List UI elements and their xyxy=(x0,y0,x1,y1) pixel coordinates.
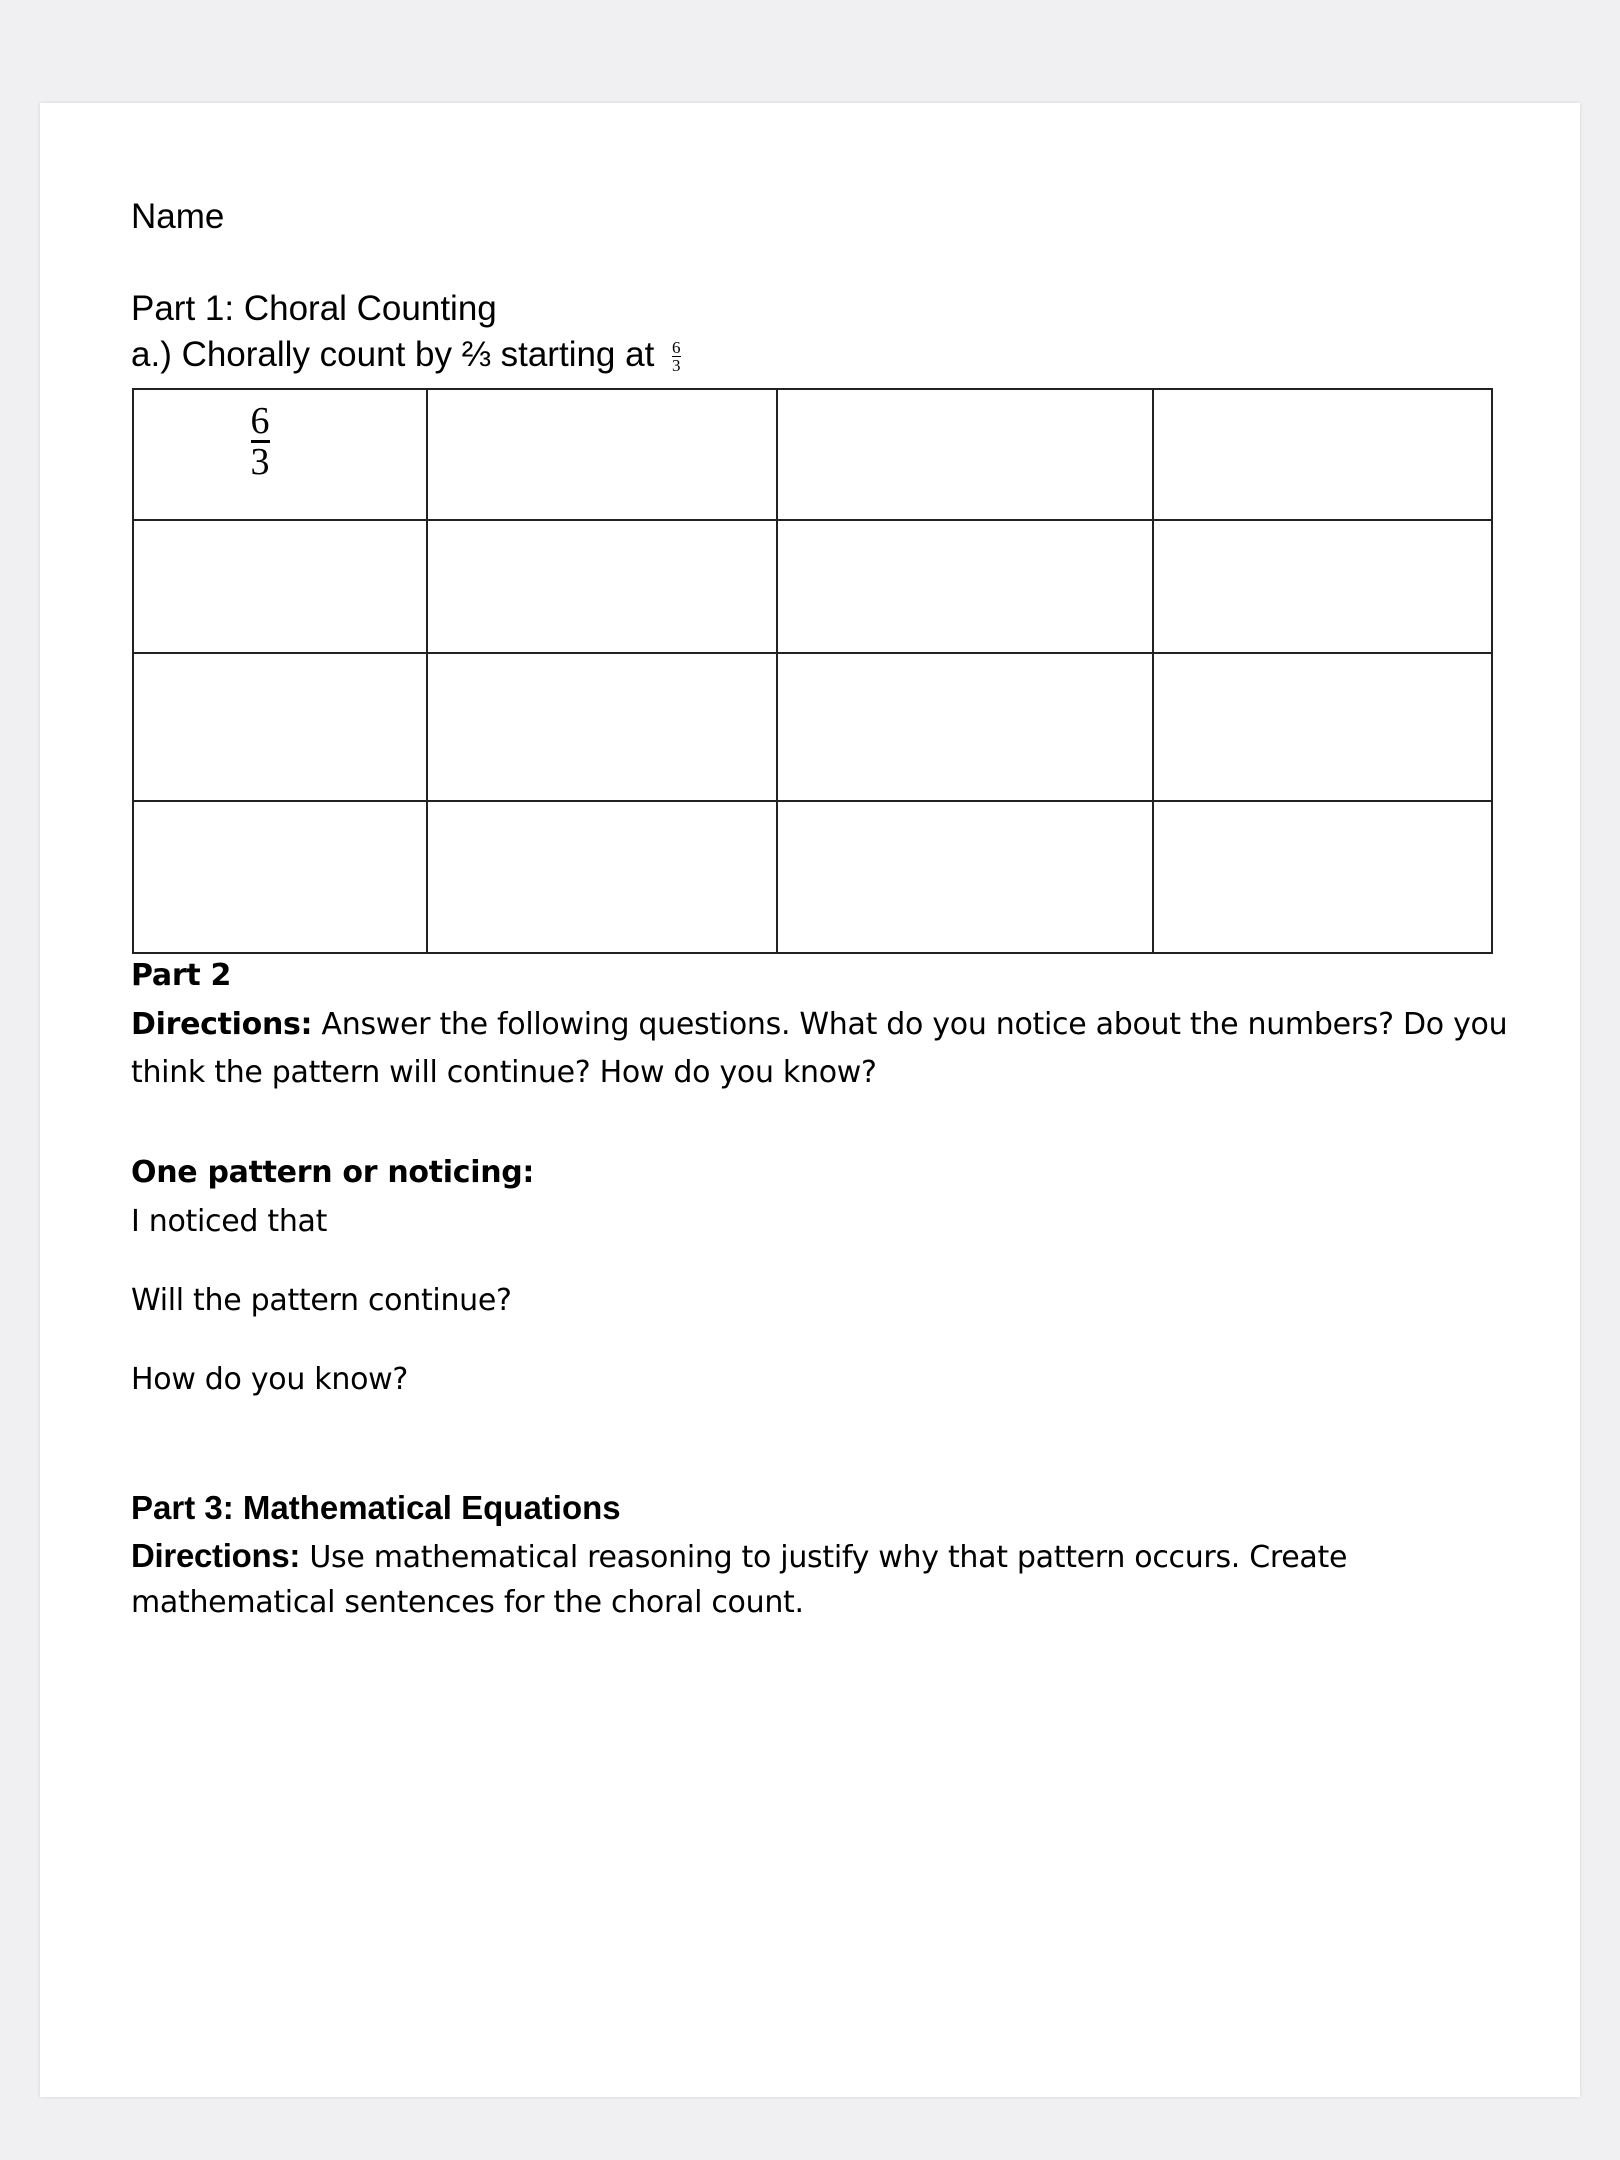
grid-cell[interactable] xyxy=(1153,801,1492,953)
directions-text: Use mathematical reasoning to justify why that pattern occurs. Create xyxy=(309,1540,1348,1575)
part1-instruction xyxy=(131,337,681,374)
directions-label: Directions: xyxy=(131,1537,301,1574)
part3-directions xyxy=(131,1539,1347,1573)
cell-numerator: 6 xyxy=(250,400,270,442)
pattern-heading: One pattern or noticing: xyxy=(131,1155,535,1190)
part2-directions-line2: think the pattern will continue? How do you know? xyxy=(131,1055,877,1090)
noticed-prompt: I noticed that xyxy=(131,1204,328,1239)
start-fraction xyxy=(672,339,681,374)
part2-directions xyxy=(131,1007,1508,1042)
grid-cell[interactable] xyxy=(133,389,427,520)
grid-cell[interactable] xyxy=(133,653,427,801)
directions-text: Answer the following questions. What do you notice about the numbers? Do you xyxy=(321,1007,1508,1042)
grid-cell[interactable] xyxy=(427,653,777,801)
grid-row xyxy=(133,653,1492,801)
grid-cell[interactable] xyxy=(1153,389,1492,520)
grid-cell[interactable] xyxy=(1153,520,1492,653)
grid-cell[interactable] xyxy=(427,520,777,653)
part3-title: Part 3: Mathematical Equations xyxy=(131,1489,621,1526)
grid-row xyxy=(133,520,1492,653)
continue-prompt: Will the pattern continue? xyxy=(131,1283,512,1318)
directions-label: Directions: xyxy=(131,1007,313,1042)
grid-cell[interactable] xyxy=(777,389,1153,520)
part2-title: Part 2 xyxy=(131,958,232,993)
choral-count-grid xyxy=(132,388,1493,954)
grid-cell[interactable] xyxy=(1153,653,1492,801)
grid-cell[interactable] xyxy=(427,389,777,520)
know-prompt: How do you know? xyxy=(131,1362,408,1397)
start-numerator: 6 xyxy=(672,338,681,358)
grid-cell[interactable] xyxy=(777,520,1153,653)
name-label: Name xyxy=(131,197,225,236)
grid-cell[interactable] xyxy=(777,801,1153,953)
grid-cell[interactable] xyxy=(133,801,427,953)
part3-directions-line2: mathematical sentences for the choral count. xyxy=(131,1585,804,1620)
grid-cell[interactable] xyxy=(777,653,1153,801)
instruction-text: a.) Chorally count by ⅔ starting at xyxy=(131,335,655,374)
grid-row xyxy=(133,389,1492,520)
cell-denominator: 3 xyxy=(250,441,270,483)
grid-row xyxy=(133,801,1492,953)
start-denominator: 3 xyxy=(672,356,681,376)
cell-fraction xyxy=(251,402,270,481)
grid-cell[interactable] xyxy=(133,520,427,653)
part1-title: Part 1: Choral Counting xyxy=(131,289,497,328)
worksheet-page xyxy=(40,103,1580,2097)
grid-cell[interactable] xyxy=(427,801,777,953)
